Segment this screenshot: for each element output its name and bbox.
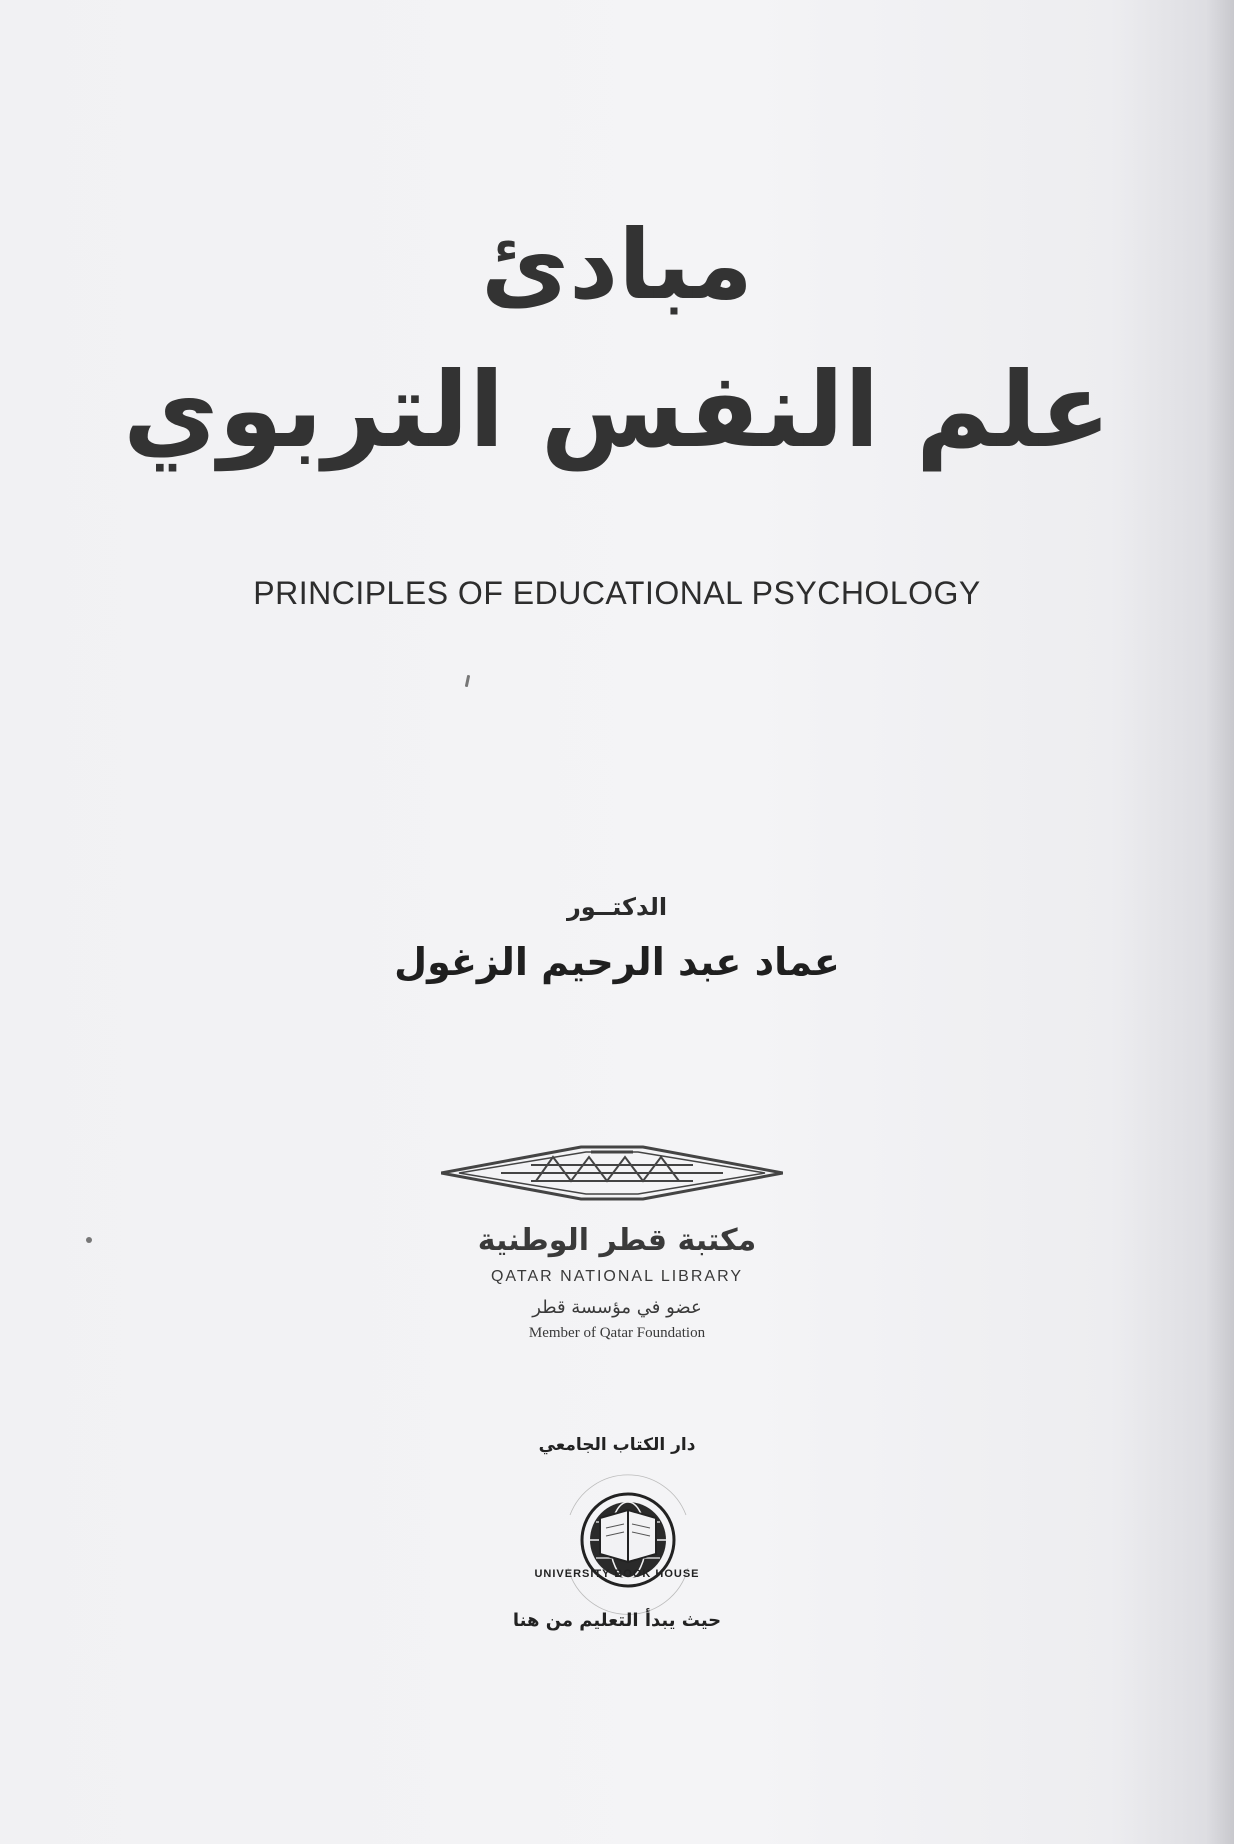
english-title: PRINCIPLES OF EDUCATIONAL PSYCHOLOGY (253, 575, 981, 611)
library-name-english: QATAR NATIONAL LIBRARY (490, 1268, 744, 1285)
publisher-slogan: حيث يبدأ التعليم من هنا (512, 1610, 722, 1631)
publisher-name-arabic: دار الكتاب الجامعي (538, 1435, 696, 1455)
library-member-english: Member of Qatar Foundation (528, 1325, 706, 1341)
author-name: عماد عبد الرحيم الزغول (394, 940, 840, 984)
print-speck (465, 675, 470, 687)
qnl-emblem-icon (441, 1143, 783, 1203)
globe-book-icon (540, 1430, 716, 1630)
library-member-arabic: عضو في مؤسسة قطر (532, 1297, 702, 1318)
author-honorific: الدكتــور (566, 893, 668, 921)
publisher-name-english: UNIVERSITY BOOK HOUSE (534, 1568, 700, 1580)
book-title-line-2: علم النفس التربوي (123, 349, 1111, 471)
book-title-line-1: مبادئ (481, 209, 753, 321)
library-name-arabic: مكتبة قطر الوطنية (477, 1223, 757, 1258)
